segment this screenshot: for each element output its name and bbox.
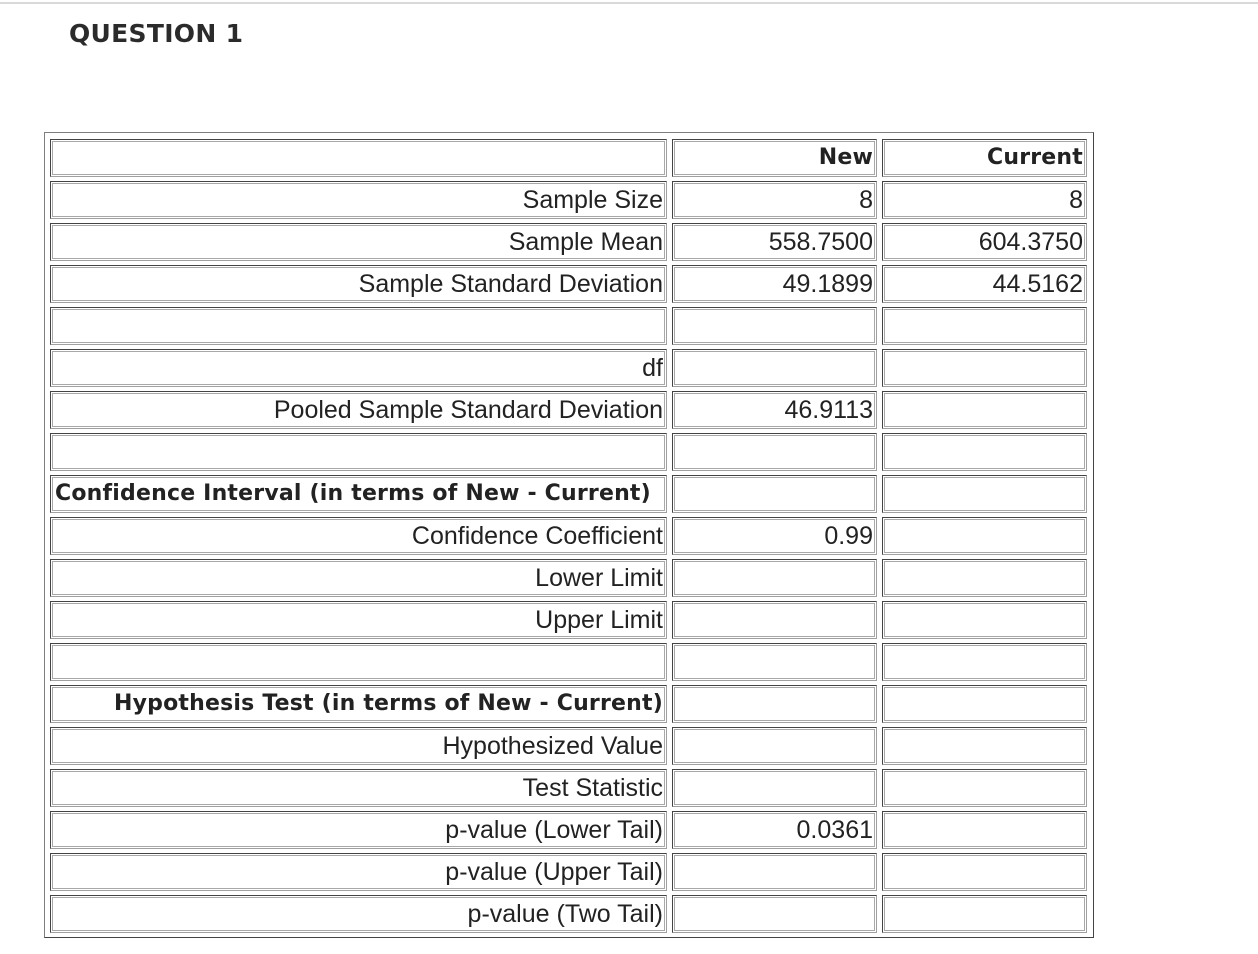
cell-new-pooled-sd[interactable]: 46.9113 xyxy=(672,391,877,429)
cell-current-hypothesized-value[interactable] xyxy=(882,727,1087,765)
row-label-df: df xyxy=(50,349,667,387)
cell-current-ci-heading[interactable] xyxy=(882,475,1087,513)
cell-current-blank-3[interactable] xyxy=(882,643,1087,681)
row-label-pooled-sd: Pooled Sample Standard Deviation xyxy=(50,391,667,429)
cell-new-upper-limit[interactable] xyxy=(672,601,877,639)
cell-current-df[interactable] xyxy=(882,349,1087,387)
cell-new-blank-2[interactable] xyxy=(672,433,877,471)
row-label-p-value-upper: p-value (Upper Tail) xyxy=(50,853,667,891)
cell-new-confidence-coefficient[interactable]: 0.99 xyxy=(672,517,877,555)
cell-new-blank-3[interactable] xyxy=(672,643,877,681)
cell-new-test-statistic[interactable] xyxy=(672,769,877,807)
cell-new-sample-mean[interactable]: 558.7500 xyxy=(672,223,877,261)
cell-new-hypothesized-value[interactable] xyxy=(672,727,877,765)
cell-current-p-value-upper[interactable] xyxy=(882,853,1087,891)
cell-current-p-value-lower[interactable] xyxy=(882,811,1087,849)
row-label-sample-size: Sample Size xyxy=(50,181,667,219)
cell-new-p-value-two[interactable] xyxy=(672,895,877,933)
cell-current-blank-1[interactable] xyxy=(882,307,1087,345)
cell-new-ht-heading[interactable] xyxy=(672,685,877,723)
cell-current-pooled-sd[interactable] xyxy=(882,391,1087,429)
row-label-upper-limit: Upper Limit xyxy=(50,601,667,639)
row-label-lower-limit: Lower Limit xyxy=(50,559,667,597)
cell-new-df[interactable] xyxy=(672,349,877,387)
cell-new-ci-heading[interactable] xyxy=(672,475,877,513)
cell-current-lower-limit[interactable] xyxy=(882,559,1087,597)
row-label-confidence-coefficient: Confidence Coefficient xyxy=(50,517,667,555)
cell-current-blank-2[interactable] xyxy=(882,433,1087,471)
section-heading-confidence-interval: Confidence Interval (in terms of New - Current) xyxy=(50,475,667,513)
cell-current-upper-limit[interactable] xyxy=(882,601,1087,639)
row-label-p-value-lower: p-value (Lower Tail) xyxy=(50,811,667,849)
cell-current-test-statistic[interactable] xyxy=(882,769,1087,807)
question-title: QUESTION 1 xyxy=(69,19,244,48)
cell-current-sample-mean[interactable]: 604.3750 xyxy=(882,223,1087,261)
cell-new-lower-limit[interactable] xyxy=(672,559,877,597)
cell-new-p-value-upper[interactable] xyxy=(672,853,877,891)
row-label-sample-mean: Sample Mean xyxy=(50,223,667,261)
row-label-sample-sd: Sample Standard Deviation xyxy=(50,265,667,303)
row-label-blank-2[interactable] xyxy=(50,433,667,471)
cell-new-p-value-lower[interactable]: 0.0361 xyxy=(672,811,877,849)
cell-new-sample-sd[interactable]: 49.1899 xyxy=(672,265,877,303)
section-heading-hypothesis-test: Hypothesis Test (in terms of New - Current) xyxy=(50,685,667,723)
cell-current-sample-size[interactable]: 8 xyxy=(882,181,1087,219)
header-label-cell[interactable] xyxy=(50,139,667,177)
row-label-blank-3[interactable] xyxy=(50,643,667,681)
cell-new-blank-1[interactable] xyxy=(672,307,877,345)
cell-current-p-value-two[interactable] xyxy=(882,895,1087,933)
header-new-cell: New xyxy=(672,139,877,177)
top-divider xyxy=(0,2,1258,4)
row-label-blank-1[interactable] xyxy=(50,307,667,345)
cell-new-sample-size[interactable]: 8 xyxy=(672,181,877,219)
row-label-hypothesized-value: Hypothesized Value xyxy=(50,727,667,765)
row-label-test-statistic: Test Statistic xyxy=(50,769,667,807)
cell-current-sample-sd[interactable]: 44.5162 xyxy=(882,265,1087,303)
stats-table xyxy=(44,132,1094,938)
header-current-cell: Current xyxy=(882,139,1087,177)
cell-current-confidence-coefficient[interactable] xyxy=(882,517,1087,555)
cell-current-ht-heading[interactable] xyxy=(882,685,1087,723)
row-label-p-value-two: p-value (Two Tail) xyxy=(50,895,667,933)
